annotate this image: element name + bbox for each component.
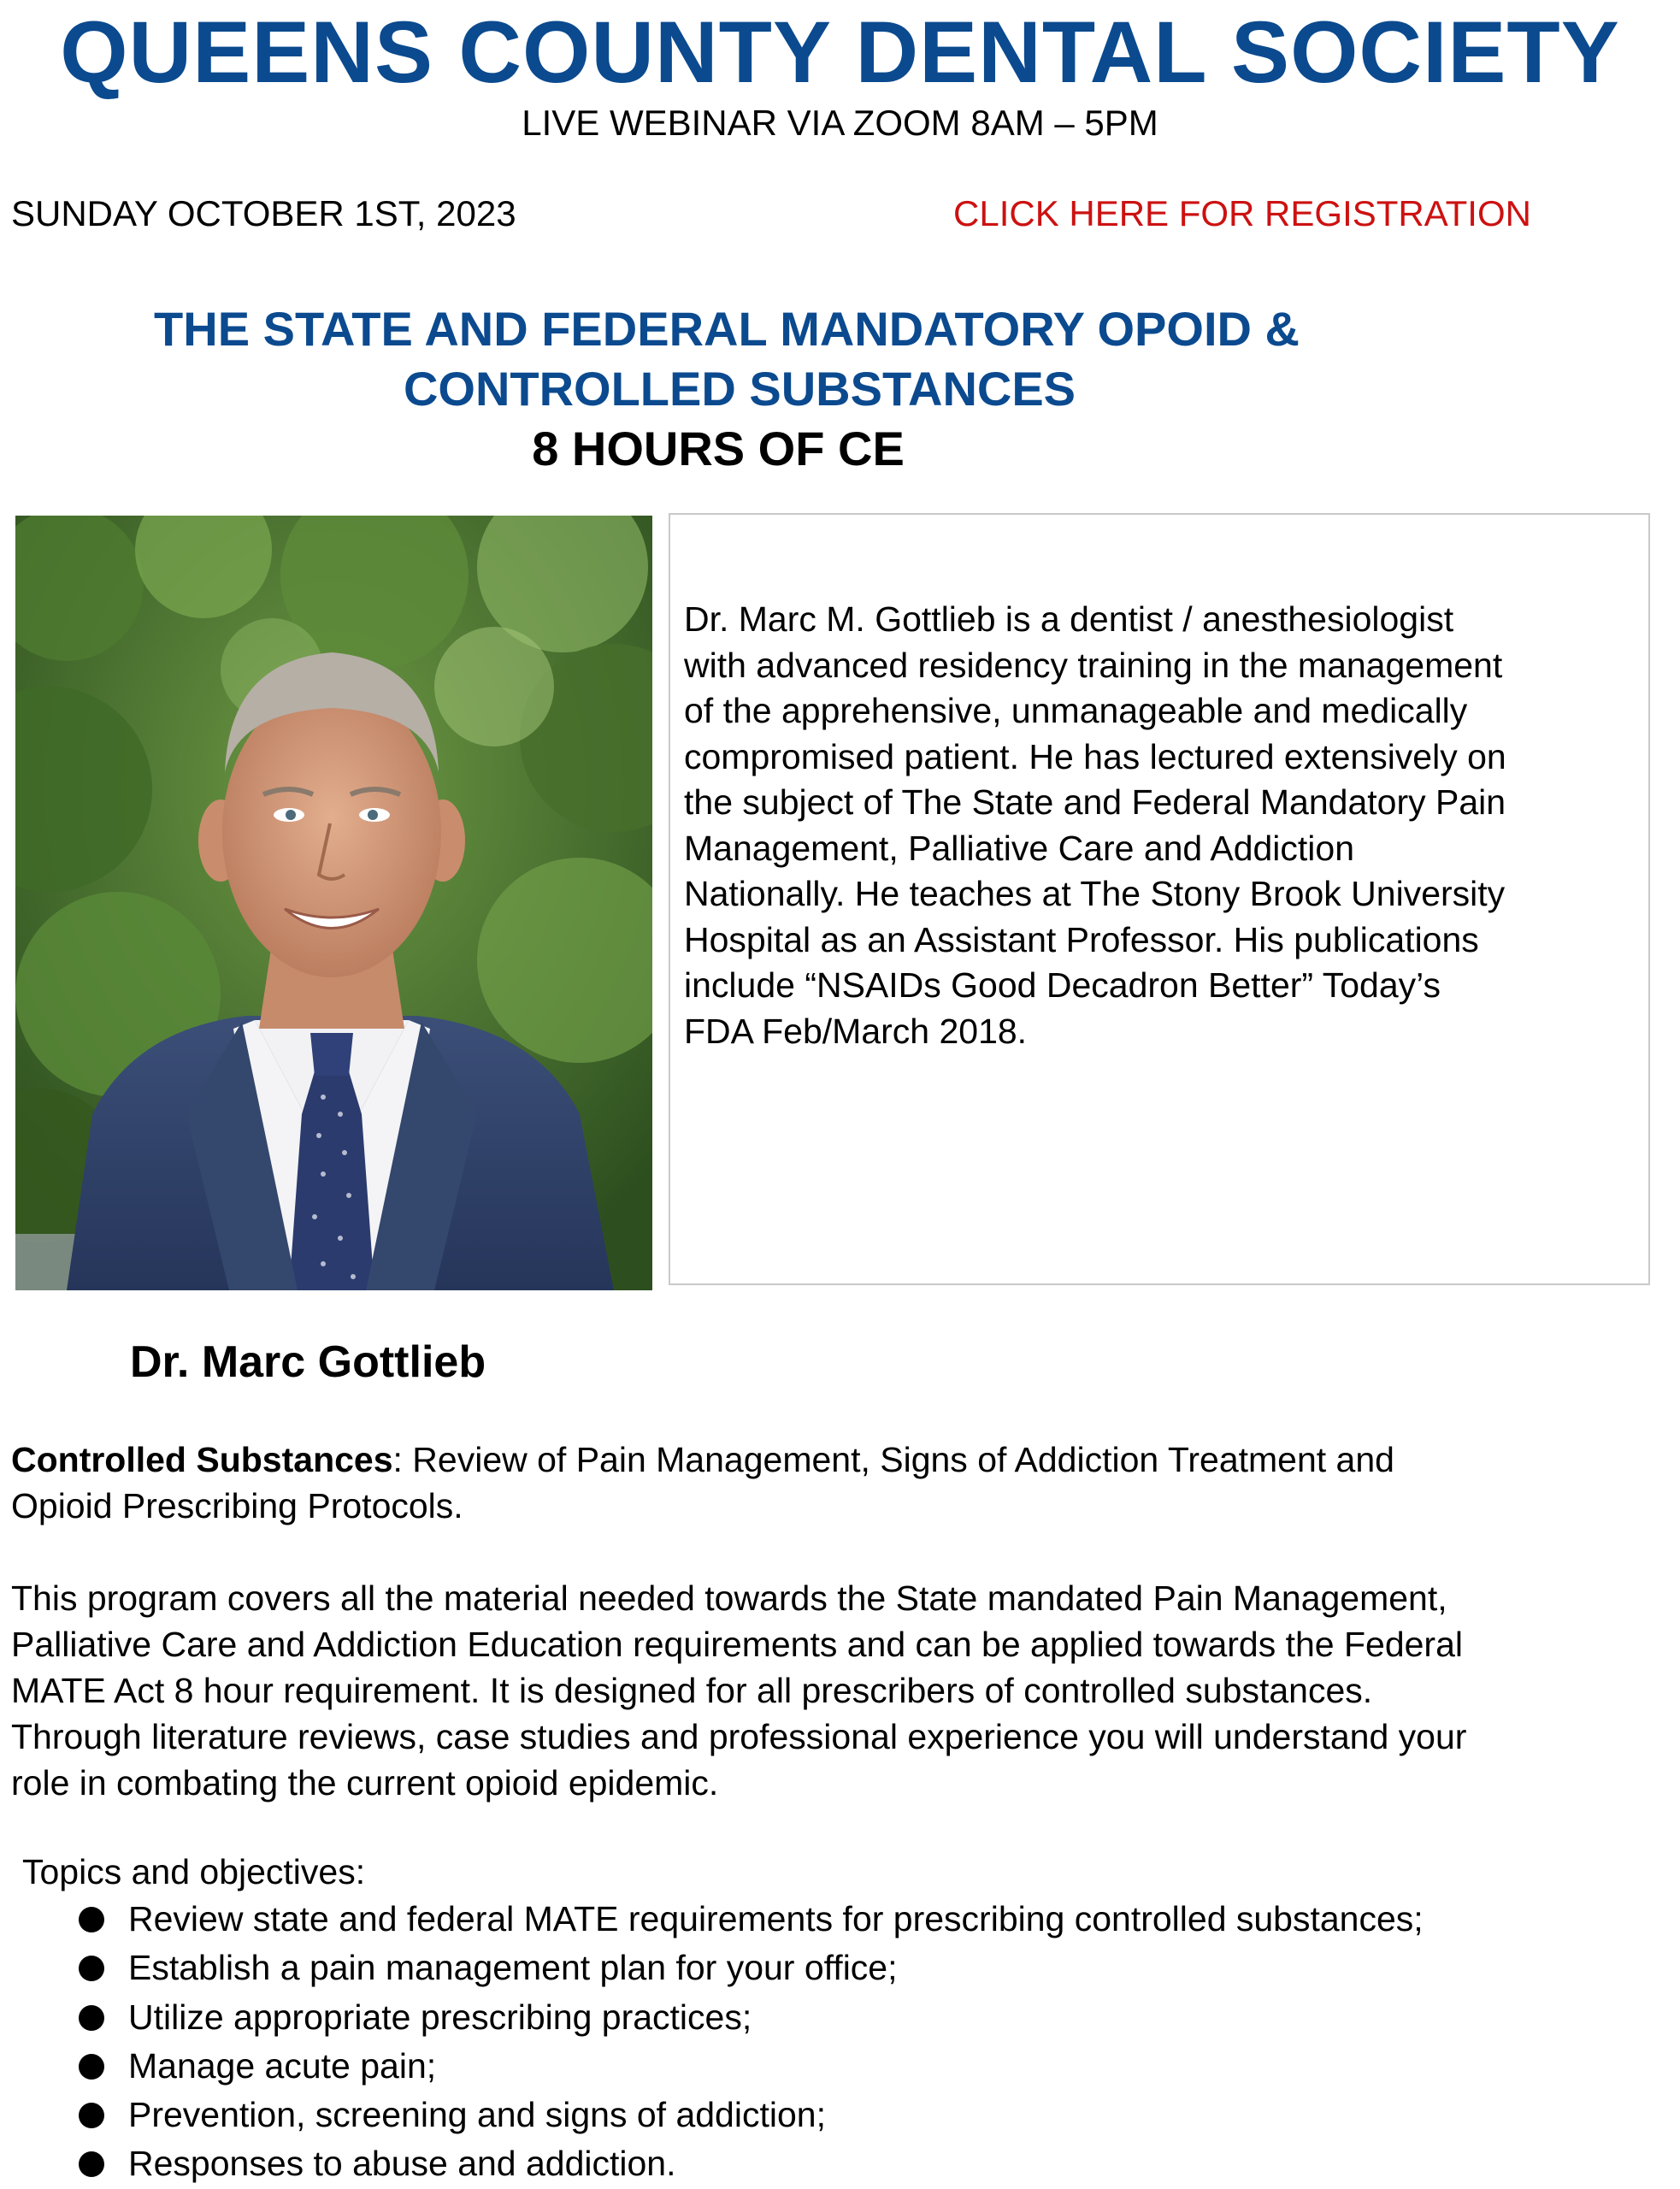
registration-link[interactable]: CLICK HERE FOR REGISTRATION bbox=[953, 193, 1531, 233]
topic-item bbox=[77, 2042, 1424, 2091]
bullet-icon bbox=[79, 2103, 104, 2128]
speaker-name: Dr. Marc Gottlieb bbox=[130, 1337, 486, 1387]
topic-text: Manage acute pain; bbox=[128, 2045, 437, 2086]
bullet-icon bbox=[79, 1907, 104, 1932]
course-hours: 8 HOURS OF CE bbox=[532, 422, 905, 475]
topic-text: Review state and federal MATE requirements for prescribing controlled substances; bbox=[128, 1899, 1424, 1938]
bullet-icon bbox=[79, 2054, 104, 2080]
topics-heading: Topics and objectives: bbox=[22, 1852, 366, 1891]
program-description: This program covers all the material needed towards the State mandated Pain Management, Palliative Care and Addiction Education requirements and can be applied towards the Federal MATE Act 8 hour requirement. It is designed for all prescribers of controlled substances. Through literature reviews, case studies and professional experience you will understand your role in combating the current opioid epidemic. bbox=[11, 1578, 1467, 1803]
bullet-icon bbox=[79, 1956, 104, 1981]
topic-item bbox=[77, 2139, 1424, 2188]
org-title: QUEENS COUNTY DENTAL SOCIETY bbox=[60, 3, 1620, 101]
bullet-icon bbox=[79, 2151, 104, 2177]
bullet-icon bbox=[79, 2005, 104, 2031]
controlled-substances-text: : Review of Pain Management, Signs of Addiction Treatment and Opioid Prescribing Protocols. bbox=[11, 1440, 1394, 1525]
topic-text: Establish a pain management plan for your office; bbox=[128, 1948, 898, 1988]
event-date: SUNDAY OCTOBER 1ST, 2023 bbox=[11, 193, 516, 233]
topic-text: Utilize appropriate prescribing practices; bbox=[128, 1997, 752, 2037]
course-title-line-1: THE STATE AND FEDERAL MANDATORY OPOID & bbox=[154, 302, 1300, 356]
topic-item bbox=[77, 2091, 1424, 2139]
controlled-substances-summary bbox=[11, 1437, 1670, 1529]
speaker-bio: Dr. Marc M. Gottlieb is a dentist / anesthesiologist with advanced residency training in the management of the apprehensive, unmanageable and medically compromised patient. He has lectured extensively on the subject of The State and Federal Mandatory Pain Management, Palliative Care and Addiction Nationally. He teaches at The Stony Brook University Hospital as an Assistant Professor. His publications include “NSAIDs Good Decadron Better” Today’s FDA Feb/March 2018. bbox=[684, 599, 1506, 1051]
topic-item bbox=[77, 1944, 1424, 1992]
speaker-portrait bbox=[15, 516, 652, 1290]
controlled-substances-lead: Controlled Substances bbox=[11, 1440, 393, 1479]
webinar-subtitle: LIVE WEBINAR VIA ZOOM 8AM – 5PM bbox=[522, 103, 1158, 143]
topic-text: Responses to abuse and addiction. bbox=[128, 2144, 676, 2184]
topic-item bbox=[77, 1895, 1424, 1944]
topic-text: Prevention, screening and signs of addiction; bbox=[128, 2095, 826, 2135]
topics-list bbox=[77, 1895, 1424, 2189]
topic-item bbox=[77, 1993, 1424, 2042]
course-title-line-2: CONTROLLED SUBSTANCES bbox=[403, 362, 1076, 416]
